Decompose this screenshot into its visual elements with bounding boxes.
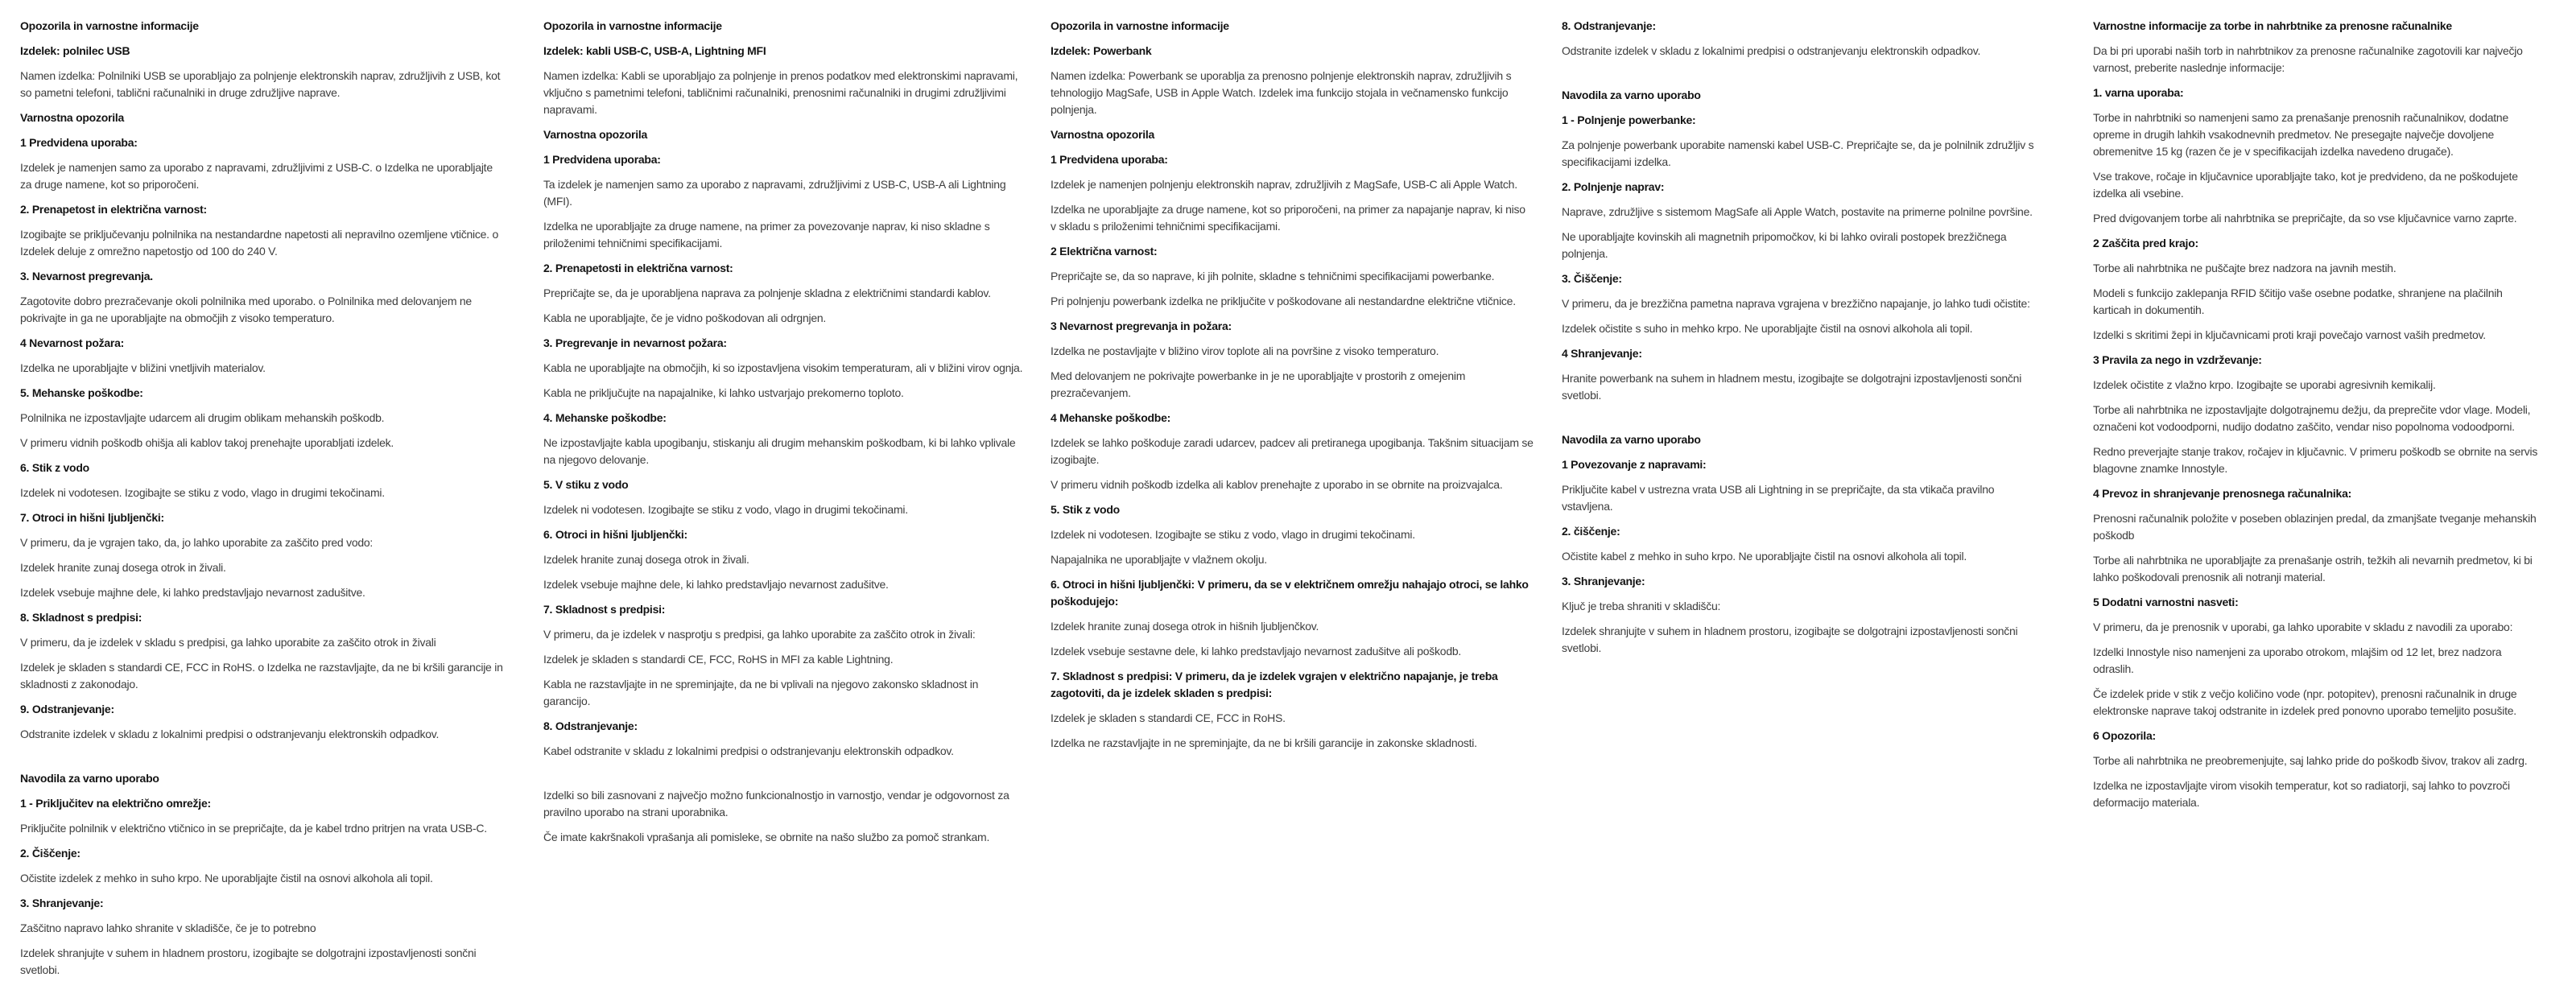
paragraph: Odstranite izdelek v skladu z lokalnimi predpisi o odstranjevanju elektronskih odpadkov. (1562, 44, 1981, 57)
paragraph: Napajalnika ne uporabljajte v vlažnem okolju. (1051, 553, 1267, 566)
section-heading: Izdelek: Powerbank (1051, 44, 1152, 57)
paragraph: Izdelka ne izpostavljajte virom visokih temperatur, kot so radiatorji, saj lahko to povzroči deformacijo materiala. (2093, 779, 2510, 809)
section-gap (1562, 412, 2045, 431)
paragraph: Očistite kabel z mehko in suho krpo. Ne uporabljajte čistil na osnovi alkohola ali topil. (1562, 550, 1967, 563)
paragraph: Naprave, združljive s sistemom MagSafe ali Apple Watch, postavite na primerne polnilne površine. (1562, 205, 2033, 218)
section-heading: 2. Čiščenje: (20, 847, 80, 860)
column-cables (543, 18, 1026, 854)
column-laptop-bags (2093, 18, 2542, 819)
section-heading: Opozorila in varnostne informacije (543, 19, 722, 32)
paragraph: V primeru, da je vgrajen tako, da, jo lahko uporabite za zaščito pred vodo: (20, 536, 374, 549)
paragraph: Če imate kakršnakoli vprašanja ali pomisleke, se obrnite na našo službo za pomoč strankam. (543, 831, 990, 843)
paragraph: Izdelek je skladen s standardi CE, FCC in RoHS. o Izdelka ne razstavljajte, da ne bi kršili garancije in skladnosti z zakonodajo. (20, 661, 503, 691)
paragraph: Izdelek vsebuje sestavne dele, ki lahko predstavljajo nevarnost zadušitve ali poškodb. (1051, 645, 1462, 658)
paragraph: Izdelki so bili zasnovani z največjo možno funkcionalnostjo in varnostjo, vendar je odgovornost za pravilno uporabo na strani uporabnika. (543, 789, 1009, 818)
section-heading: Varnostna opozorila (20, 111, 125, 124)
paragraph: Kabla ne uporabljajte na območjih, ki so izpostavljena visokim temperaturam, ali v bližini virov ognja. (543, 361, 1023, 374)
paragraph: V primeru, da je izdelek v nasprotju s predpisi, ga lahko uporabite za zaščito otrok in živali: (543, 628, 976, 641)
paragraph: Namen izdelka: Polnilniki USB se uporabljajo za polnjenje elektronskih naprav, združljivih z USB, kot so pametni telefoni, tablični računalniki in druge združljive naprave. (20, 69, 501, 99)
paragraph: V primeru vidnih poškodb izdelka ali kablov prenehajte z uporabo in se obrnite na proizvajalca. (1051, 478, 1503, 491)
section-heading: 4 Shranjevanje: (1562, 347, 1642, 360)
paragraph: Odstranite izdelek v skladu z lokalnimi predpisi o odstranjevanju elektronskih odpadkov. (20, 728, 440, 740)
paragraph: Izdelek je namenjen samo za uporabo z napravami, združljivimi z USB-C. o Izdelka ne uporabljajte za druge namene, kot so priporočeni. (20, 161, 493, 191)
paragraph: Pri polnjenju powerbank izdelka ne priključite v poškodovane ali nestandardne električne vtičnice. (1051, 295, 1516, 307)
column-usb-charger (20, 18, 503, 987)
section-heading: 3. Pregrevanje in nevarnost požara: (543, 336, 727, 349)
paragraph: Zagotovite dobro prezračevanje okoli polnilnika med uporabo. o Polnilnika med delovanjem ne pokrivajte in ga ne uporabljajte na območjih z visoko temperaturo. (20, 295, 472, 324)
section-heading: Navodila za varno uporabo (20, 772, 159, 785)
section-heading: 5 Dodatni varnostni nasveti: (2093, 596, 2239, 608)
paragraph: Torbe ali nahrbtnika ne puščajte brez nadzora na javnih mestih. (2093, 262, 2396, 274)
section-heading: Varnostna opozorila (1051, 128, 1155, 141)
paragraph: Izdelka ne uporabljajte za druge namene, na primer za povezovanje naprav, ki niso skladne s priloženimi tehničnimi specifikacijami. (543, 220, 990, 249)
section-heading: 3 Pravila za nego in vzdrževanje: (2093, 353, 2262, 366)
paragraph: Izdelki Innostyle niso namenjeni za uporabo otrokom, mlajšim od 12 let, brez nadzora odraslih. (2093, 645, 2502, 675)
paragraph: Izdelek ni vodotesen. Izogibajte se stiku z vodo, vlago in drugimi tekočinami. (543, 503, 908, 516)
section-heading: 7. Skladnost s predpisi: (543, 603, 666, 616)
section-heading: 1 Predvidena uporaba: (1051, 153, 1168, 166)
paragraph: Zaščitno napravo lahko shranite v skladišče, če je to potrebno (20, 921, 316, 934)
section-heading: 2. Prenapetosti in električna varnost: (543, 262, 733, 274)
paragraph: Za polnjenje powerbank uporabite namenski kabel USB-C. Prepričajte se, da je polnilnik združljiv s specifikacijami izdelka. (1562, 138, 2034, 168)
section-heading: 2. Prenapetost in električna varnost: (20, 203, 207, 216)
section-heading: Izdelek: kabli USB-C, USB-A, Lightning MFI (543, 44, 766, 57)
paragraph: Namen izdelka: Kabli se uporabljajo za polnjenje in prenos podatkov med elektronskimi napravami, vključno s pametnimi telefoni, tabličnimi računalniki, prenosnimi računalniki in drugimi združljivimi napravami. (543, 69, 1018, 116)
paragraph: Izdelek shranjujte v suhem in hladnem prostoru, izogibajte se dolgotrajni izpostavljenosti sončni svetlobi. (20, 946, 477, 976)
section-heading: 1. varna uporaba: (2093, 86, 2184, 99)
paragraph: Prepričajte se, da je uporabljena naprava za polnjenje skladna z električnimi standardi kablov. (543, 287, 991, 299)
paragraph: Prenosni računalnik položite v poseben oblazinjen predal, da zmanjšate tveganje mehanskih poškodb (2093, 512, 2537, 542)
paragraph: Izdelek ni vodotesen. Izogibajte se stiku z vodo, vlago in drugimi tekočinami. (20, 486, 385, 499)
paragraph: Kabla ne uporabljajte, če je vidno poškodovan ali odrgnjen. (543, 311, 827, 324)
paragraph: V primeru, da je brezžična pametna naprava vgrajena v brezžično napajanje, jo lahko tudi očistite: (1562, 297, 2030, 310)
section-heading: Varnostne informacije za torbe in nahrbtnike za prenosne računalnike (2093, 19, 2452, 32)
paragraph: Izdelek ni vodotesen. Izogibajte se stiku z vodo, vlago in drugimi tekočinami. (1051, 528, 1415, 541)
paragraph: Izdelek hranite zunaj dosega otrok in hišnih ljubljenčkov. (1051, 620, 1319, 633)
section-heading: 4 Nevarnost požara: (20, 336, 125, 349)
section-heading: 3 Nevarnost pregrevanja in požara: (1051, 320, 1232, 332)
section-heading: 5. V stiku z vodo (543, 478, 629, 491)
section-heading: 5. Mehanske poškodbe: (20, 386, 143, 399)
paragraph: Očistite izdelek z mehko in suho krpo. Ne uporabljajte čistil na osnovi alkohola ali topil. (20, 872, 433, 884)
paragraph: Priključite kabel v ustrezna vrata USB ali Lightning in se prepričajte, da sta vtikača pravilno vstavljena. (1562, 483, 1995, 513)
section-heading: 3. Čiščenje: (1562, 272, 1622, 285)
column-powerbank (1051, 18, 1534, 760)
paragraph: Izdelek očistite z vlažno krpo. Izogibajte se uporabi agresivnih kemikalij. (2093, 378, 2436, 391)
paragraph: V primeru, da je prenosnik v uporabi, ga lahko uporabite v skladu z navodili za uporabo: (2093, 621, 2513, 633)
paragraph: Torbe ali nahrbtnika ne preobremenjujte, saj lahko pride do poškodb šivov, trakov ali zadrg. (2093, 754, 2528, 767)
paragraph: Izdelek vsebuje majhne dele, ki lahko predstavljajo nevarnost zadušitve. (543, 578, 889, 591)
paragraph: Ključ je treba shraniti v skladišču: (1562, 600, 1721, 612)
section-heading: 4 Mehanske poškodbe: (1051, 411, 1171, 424)
paragraph: Torbe ali nahrbtnika ne uporabljajte za prenašanje ostrih, težkih ali nevarnih predmetov, ki bi lahko poškodovali prenosnik ali notranji material. (2093, 554, 2533, 583)
section-heading: 6 Opozorila: (2093, 729, 2156, 742)
paragraph: Izdelek vsebuje majhne dele, ki lahko predstavljajo nevarnost zadušitve. (20, 586, 365, 599)
paragraph: Pred dvigovanjem torbe ali nahrbtnika se prepričajte, da so vse ključavnice varno zaprte. (2093, 212, 2517, 225)
section-heading: Navodila za varno uporabo (1562, 89, 1701, 101)
section-heading: 8. Skladnost s predpisi: (20, 611, 142, 624)
paragraph: V primeru vidnih poškodb ohišja ali kablov takoj prenehajte uporabljati izdelek. (20, 436, 394, 449)
section-heading: Izdelek: polnilec USB (20, 44, 130, 57)
paragraph: Če izdelek pride v stik z večjo količino vode (npr. potopitev), prenosni računalnik in druge elektronske naprave takoj odstranite in izdelek pred ponovno uporabo temeljito posušite. (2093, 687, 2517, 717)
paragraph: Kabla ne razstavljajte in ne spreminjajte, da ne bi vplivali na njegovo zakonsko skladnost in garancijo. (543, 678, 979, 707)
section-heading: 1 Povezovanje z napravami: (1562, 458, 1707, 471)
paragraph: Ta izdelek je namenjen samo za uporabo z napravami, združljivimi z USB-C, USB-A ali Lightning (MFI). (543, 178, 1006, 208)
paragraph: Hranite powerbank na suhem in hladnem mestu, izogibajte se dolgotrajni izpostavljenosti sončni svetlobi. (1562, 372, 2022, 402)
section-heading: 2. Polnjenje naprav: (1562, 180, 1665, 193)
section-heading: 6. Stik z vodo (20, 461, 89, 474)
section-heading: Opozorila in varnostne informacije (20, 19, 199, 32)
paragraph: Modeli s funkcijo zaklepanja RFID ščitijo vaše osebne podatke, shranjene na plačilnih karticah in dokumentih. (2093, 287, 2503, 316)
section-heading: 8. Odstranjevanje: (543, 719, 638, 732)
section-gap (1562, 68, 2045, 87)
section-heading: 3. Nevarnost pregrevanja. (20, 270, 153, 282)
section-heading: 5. Stik z vodo (1051, 503, 1120, 516)
paragraph: V primeru, da je izdelek v skladu s predpisi, ga lahko uporabite za zaščito otrok in živali (20, 636, 436, 649)
paragraph: Izdelka ne razstavljajte in ne spreminjajte, da ne bi kršili garancije in zakonske skladnosti. (1051, 736, 1477, 749)
section-heading: 3. Shranjevanje: (20, 897, 104, 909)
section-heading: Varnostna opozorila (543, 128, 648, 141)
paragraph: Kabel odstranite v skladu z lokalnimi predpisi o odstranjevanju elektronskih odpadkov. (543, 744, 954, 757)
section-heading: Opozorila in varnostne informacije (1051, 19, 1229, 32)
section-heading: 8. Odstranjevanje: (1562, 19, 1656, 32)
paragraph: Da bi pri uporabi naših torb in nahrbtnikov za prenosne računalnike zagotovili kar največjo varnost, preberite naslednje informacije: (2093, 44, 2523, 74)
paragraph: Izdelka ne uporabljajte za druge namene, kot so priporočeni, na primer za napajanje naprav, ki niso v skladu s priloženimi tehničnimi specifikacijami. (1051, 203, 1525, 233)
paragraph: Izdelek hranite zunaj dosega otrok in živali. (20, 561, 226, 574)
paragraph: Izdelek hranite zunaj dosega otrok in živali. (543, 553, 749, 566)
paragraph: Ne uporabljajte kovinskih ali magnetnih pripomočkov, ki bi lahko ovirali postopek brezžičnega polnjenja. (1562, 230, 2007, 260)
paragraph: Izdelek je skladen s standardi CE, FCC in RoHS. (1051, 711, 1286, 724)
paragraph: Izdelka ne uporabljajte v bližini vnetljivih materialov. (20, 361, 266, 374)
section-heading: 1 - Priključitev na električno omrežje: (20, 797, 211, 810)
paragraph: Izdelek očistite s suho in mehko krpo. Ne uporabljajte čistil na osnovi alkohola ali topil. (1562, 322, 1973, 335)
section-heading: 3. Shranjevanje: (1562, 575, 1645, 588)
paragraph: Namen izdelka: Powerbank se uporablja za prenosno polnjenje elektronskih naprav, združljivih s tehnologijo MagSafe, USB in Apple Watch. Izdelek ima funkcijo stojala in večnamensko funkcijo polnjenja. (1051, 69, 1512, 116)
paragraph: Torbe ali nahrbtnika ne izpostavljajte dolgotrajnemu dežju, da preprečite vdor vlage. Modeli, označeni kot vodoodporni, nudijo dodatno zaščito, vendar niso popolnoma vodoodporni. (2093, 403, 2531, 433)
section-gap (543, 768, 1026, 787)
paragraph: Kabla ne priključujte na napajalnike, ki lahko ustvarjajo prekomerno toploto. (543, 386, 904, 399)
paragraph: Priključite polnilnik v električno vtičnico in se prepričajte, da je kabel trdno pritrjen na vrata USB-C. (20, 822, 487, 835)
paragraph: Med delovanjem ne pokrivajte powerbanke in je ne uporabljajte v prostorih z omejenim prezračevanjem. (1051, 369, 1466, 399)
paragraph: Izdelka ne postavljajte v bližino virov toplote ali na površine z visoko temperaturo. (1051, 344, 1439, 357)
paragraph: Izdelek je skladen s standardi CE, FCC, RoHS in MFI za kable Lightning. (543, 653, 894, 666)
paragraph: Torbe in nahrbtniki so namenjeni samo za prenašanje prenosnih računalnikov, dodatne opreme in drugih lahkih vsakodnevnih predmetov. Ne presegajte največje dovoljene obremenitve 15 kg (razen če je v specifikacijah izdelka navedeno drugače). (2093, 111, 2508, 158)
section-heading: 1 - Polnjenje powerbanke: (1562, 113, 1696, 126)
section-heading: 6. Otroci in hišni ljubljenčki: V primeru, da se v električnem omrežju nahajajo otroci, se lahko poškodujejo: (1051, 578, 1529, 608)
paragraph: Izdelki s skritimi žepi in ključavnicami proti kraji povečajo varnost vaših predmetov. (2093, 328, 2486, 341)
paragraph: Prepričajte se, da so naprave, ki jih polnite, skladne s tehničnimi specifikacijami powerbanke. (1051, 270, 1495, 282)
section-heading: 1 Predvidena uporaba: (20, 136, 138, 149)
section-heading: 4. Mehanske poškodbe: (543, 411, 667, 424)
paragraph: Izdelek je namenjen polnjenju elektronskih naprav, združljivih z MagSafe, USB-C ali Apple Watch. (1051, 178, 1517, 191)
section-heading: 2. čiščenje: (1562, 525, 1620, 538)
section-heading: 7. Skladnost s predpisi: V primeru, da je izdelek vgrajen v električno napajanje, je treba zagotoviti, da je izdelek skladen s predpisi: (1051, 670, 1498, 699)
paragraph: Ne izpostavljajte kabla upogibanju, stiskanju ali drugim mehanskim poškodbam, ki bi lahko vplivale na njegovo delovanje. (543, 436, 1016, 466)
paragraph: Izogibajte se priključevanju polnilnika na nestandardne napetosti ali nepravilno ozemljene vtičnice. o Izdelek deluje z omrežno napetostjo od 100 do 240 V. (20, 228, 498, 258)
section-heading: 4 Prevoz in shranjevanje prenosnega računalnika: (2093, 487, 2352, 500)
section-gap (20, 751, 503, 770)
section-heading: 2 Električna varnost: (1051, 245, 1158, 258)
section-heading: Navodila za varno uporabo (1562, 433, 1701, 446)
section-heading: 7. Otroci in hišni ljubljenčki: (20, 511, 164, 524)
paragraph: Vse trakove, ročaje in ključavnice uporabljajte tako, kot je predvideno, da ne poškodujete izdelka ali vsebine. (2093, 170, 2518, 200)
section-heading: 9. Odstranjevanje: (20, 703, 114, 715)
paragraph: Izdelek se lahko poškoduje zaradi udarcev, padcev ali pretiranega upogibanja. Takšnim situacijam se izogibajte. (1051, 436, 1534, 466)
paragraph: Izdelek shranjujte v suhem in hladnem prostoru, izogibajte se dolgotrajni izpostavljenosti sončni svetlobi. (1562, 625, 2018, 654)
section-heading: 1 Predvidena uporaba: (543, 153, 661, 166)
paragraph: Polnilnika ne izpostavljajte udarcem ali drugim oblikam mehanskih poškodb. (20, 411, 385, 424)
column-powerbank-usage (1562, 18, 2045, 665)
paragraph: Redno preverjajte stanje trakov, ročajev in ključavnic. V primeru poškodb se obrnite na servis blagovne znamke Innostyle. (2093, 445, 2538, 475)
section-heading: 6. Otroci in hišni ljubljenčki: (543, 528, 687, 541)
section-heading: 2 Zaščita pred krajo: (2093, 237, 2198, 249)
